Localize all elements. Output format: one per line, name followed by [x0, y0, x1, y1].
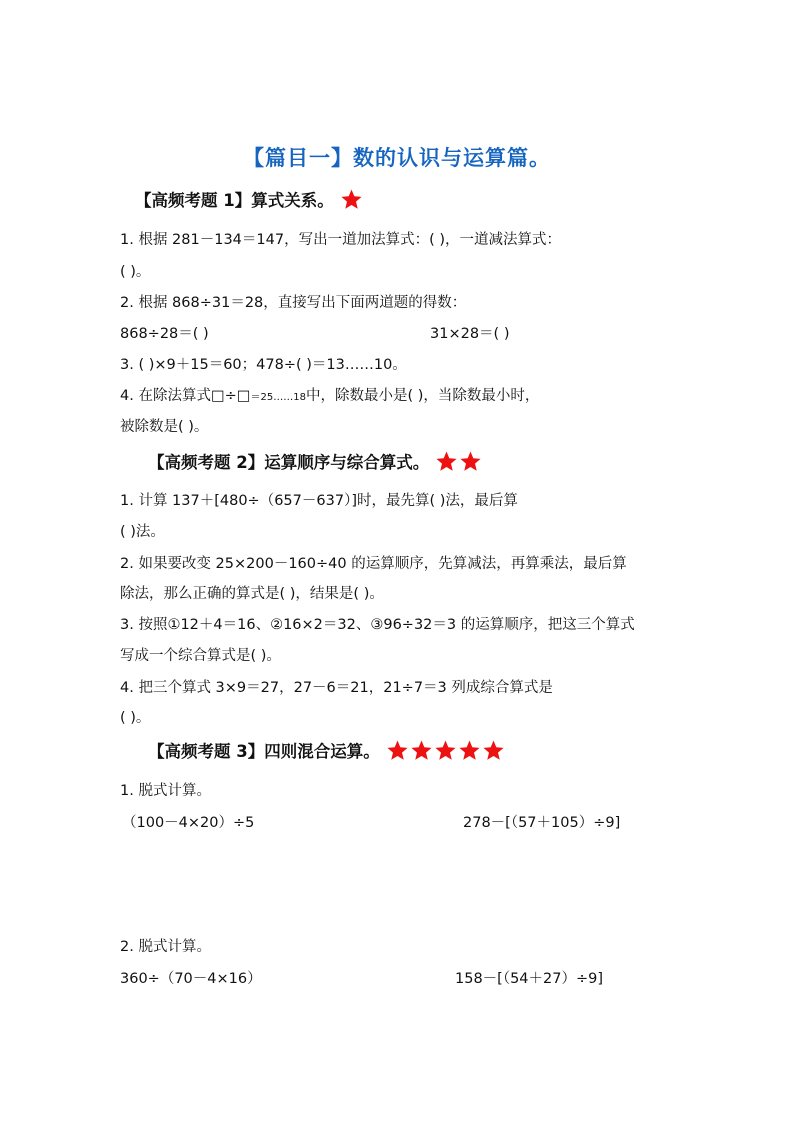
- star-icon: [410, 739, 433, 762]
- s1-q2-left: 868÷28＝( ): [120, 326, 209, 342]
- s2-q4-line2: ( )。: [120, 710, 151, 726]
- s3-q1-right-expression: 278－[（57＋105）÷9]: [463, 815, 621, 831]
- section-1-heading: [135, 187, 364, 211]
- s3-q2-label: 2. 脱式计算。: [120, 939, 211, 955]
- section-2-rating: [435, 450, 483, 473]
- s1-q4-post: 中，除数最小是( )，当除数最小时，: [305, 388, 540, 404]
- star-icon: [434, 739, 457, 762]
- star-icon: [435, 450, 458, 473]
- s1-q4-small: ＝25……18: [250, 392, 306, 403]
- section-3-rating: [386, 739, 506, 762]
- s1-q1-line2: ( )。: [120, 264, 151, 280]
- s3-q1-left-expression: （100－4×20）÷5: [122, 815, 255, 831]
- s1-q4-line2: 被除数是( )。: [120, 419, 209, 435]
- section-2-heading: [148, 449, 483, 473]
- s1-q1-line1: 1. 根据 281－134＝147，写出一道加法算式：( )，一道减法算式：: [120, 232, 562, 248]
- s2-q2-line2: 除法，那么正确的算式是( )，结果是( )。: [120, 586, 384, 602]
- s1-q4-pre: 4. 在除法算式□÷□: [120, 388, 251, 404]
- star-icon: [482, 739, 505, 762]
- star-icon: [458, 739, 481, 762]
- s1-q2-right: 31×28＝( ): [430, 326, 510, 342]
- star-icon: [459, 450, 482, 473]
- section-3-title: 【高频考题 3】四则混合运算。: [148, 742, 380, 761]
- s3-q2-right-expression: 158－[（54＋27）÷9]: [455, 971, 604, 987]
- s2-q2-line1: 2. 如果要改变 25×200－160÷40 的运算顺序，先算减法，再算乘法，最后算: [120, 556, 627, 572]
- star-icon: [340, 188, 363, 211]
- star-icon: [386, 739, 409, 762]
- s1-q3: 3. ( )×9＋15＝60；478÷( )＝13……10。: [120, 357, 407, 373]
- s3-q1-label: 1. 脱式计算。: [120, 783, 211, 799]
- s1-q2-line1: 2. 根据 868÷31＝28，直接写出下面两道题的得数：: [120, 295, 467, 311]
- page-title: 【篇目一】数的认识与运算篇。: [243, 146, 551, 170]
- section-3-heading: [148, 738, 506, 762]
- s2-q1-line1: 1. 计算 137＋[480÷（657－637）]时，最先算( )法，最后算: [120, 493, 518, 509]
- s3-q2-left-expression: 360÷（70－4×16）: [120, 971, 262, 987]
- s1-q4-line1: [120, 384, 539, 405]
- section-1-title: 【高频考题 1】算式关系。: [135, 191, 334, 210]
- s2-q3-line2: 写成一个综合算式是( )。: [120, 648, 281, 664]
- section-1-rating: [340, 188, 364, 211]
- section-2-title: 【高频考题 2】运算顺序与综合算式。: [148, 453, 430, 472]
- s2-q3-line1: 3. 按照①12＋4＝16、②16×2＝32、③96÷32＝3 的运算顺序，把这三个算式: [120, 617, 635, 633]
- s2-q1-line2: ( )法。: [120, 524, 165, 540]
- s2-q4-line1: 4. 把三个算式 3×9＝27，27－6＝21，21÷7＝3 列成综合算式是: [120, 680, 553, 696]
